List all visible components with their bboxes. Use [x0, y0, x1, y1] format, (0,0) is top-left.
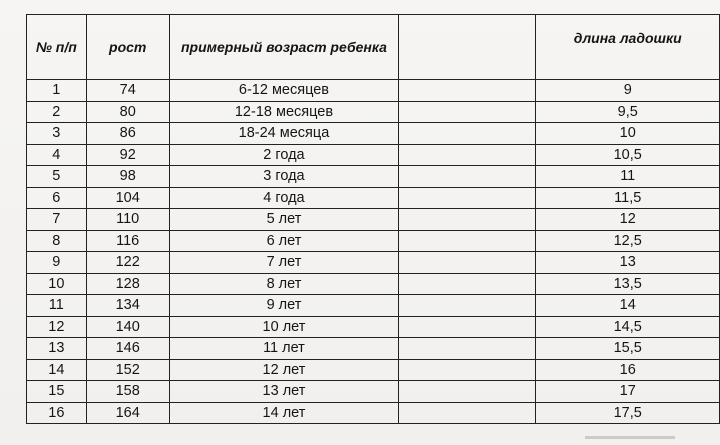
cell-palm-length: 16 — [536, 359, 720, 381]
cell-palm-length: 14,5 — [536, 316, 720, 338]
cell-palm-length: 12,5 — [536, 230, 720, 252]
cell-num: 14 — [27, 359, 87, 381]
cell-blank — [399, 316, 536, 338]
cell-height: 140 — [86, 316, 169, 338]
cell-num: 3 — [27, 123, 87, 145]
cell-num: 8 — [27, 230, 87, 252]
cell-blank — [399, 209, 536, 231]
header-palm-length: длина ладошки — [536, 15, 720, 80]
cell-num: 5 — [27, 166, 87, 188]
cell-palm-length: 12 — [536, 209, 720, 231]
cell-palm-length: 9 — [536, 80, 720, 102]
cell-num: 16 — [27, 402, 87, 424]
cell-height: 98 — [86, 166, 169, 188]
cell-num: 7 — [27, 209, 87, 231]
cell-blank — [399, 230, 536, 252]
cell-height: 116 — [86, 230, 169, 252]
header-blank — [399, 15, 536, 80]
cell-height: 122 — [86, 252, 169, 274]
table-row — [27, 209, 720, 231]
cell-num: 15 — [27, 381, 87, 403]
cell-height: 74 — [86, 80, 169, 102]
table-row — [27, 402, 720, 424]
table-row — [27, 123, 720, 145]
cell-blank — [399, 295, 536, 317]
cell-num: 2 — [27, 101, 87, 123]
cell-age: 4 года — [169, 187, 398, 209]
cell-num: 1 — [27, 80, 87, 102]
cell-num: 13 — [27, 338, 87, 360]
cell-blank — [399, 359, 536, 381]
header-height: рост — [86, 15, 169, 80]
cell-height: 92 — [86, 144, 169, 166]
cell-height: 134 — [86, 295, 169, 317]
cell-age: 9 лет — [169, 295, 398, 317]
cell-num: 10 — [27, 273, 87, 295]
cell-age: 12 лет — [169, 359, 398, 381]
cell-num: 6 — [27, 187, 87, 209]
cell-height: 86 — [86, 123, 169, 145]
cell-height: 110 — [86, 209, 169, 231]
cell-height: 164 — [86, 402, 169, 424]
cell-palm-length: 15,5 — [536, 338, 720, 360]
table-row — [27, 381, 720, 403]
cell-height: 146 — [86, 338, 169, 360]
cell-palm-length: 11,5 — [536, 187, 720, 209]
cell-age: 2 года — [169, 144, 398, 166]
cell-palm-length: 10 — [536, 123, 720, 145]
cell-palm-length: 11 — [536, 166, 720, 188]
cell-age: 14 лет — [169, 402, 398, 424]
cell-height: 104 — [86, 187, 169, 209]
cell-age: 6 лет — [169, 230, 398, 252]
cell-num: 9 — [27, 252, 87, 274]
table-row — [27, 101, 720, 123]
header-row — [27, 15, 720, 80]
table-row — [27, 295, 720, 317]
cell-height: 80 — [86, 101, 169, 123]
table-row — [27, 316, 720, 338]
cell-height: 152 — [86, 359, 169, 381]
size-table — [26, 14, 720, 424]
cell-blank — [399, 187, 536, 209]
cell-age: 10 лет — [169, 316, 398, 338]
cell-height: 128 — [86, 273, 169, 295]
cell-blank — [399, 402, 536, 424]
table-row — [27, 144, 720, 166]
cell-age: 8 лет — [169, 273, 398, 295]
cell-blank — [399, 101, 536, 123]
cell-num: 4 — [27, 144, 87, 166]
cell-blank — [399, 80, 536, 102]
cell-age: 6-12 месяцев — [169, 80, 398, 102]
table-row — [27, 166, 720, 188]
table-row — [27, 273, 720, 295]
table-row — [27, 187, 720, 209]
cell-palm-length: 14 — [536, 295, 720, 317]
cell-blank — [399, 381, 536, 403]
cell-blank — [399, 252, 536, 274]
cell-palm-length: 17,5 — [536, 402, 720, 424]
cell-num: 11 — [27, 295, 87, 317]
cell-age: 3 года — [169, 166, 398, 188]
cell-blank — [399, 338, 536, 360]
cell-age: 12-18 месяцев — [169, 101, 398, 123]
table-row — [27, 80, 720, 102]
cell-blank — [399, 144, 536, 166]
cell-age: 7 лет — [169, 252, 398, 274]
cell-blank — [399, 123, 536, 145]
cell-age: 11 лет — [169, 338, 398, 360]
cell-palm-length: 10,5 — [536, 144, 720, 166]
table-row — [27, 252, 720, 274]
table-row — [27, 359, 720, 381]
table-row — [27, 338, 720, 360]
cell-num: 12 — [27, 316, 87, 338]
scan-artifact — [585, 436, 675, 439]
cell-blank — [399, 273, 536, 295]
cell-palm-length: 13 — [536, 252, 720, 274]
cell-age: 18-24 месяца — [169, 123, 398, 145]
header-num: № п/п — [27, 15, 87, 80]
cell-height: 158 — [86, 381, 169, 403]
cell-age: 13 лет — [169, 381, 398, 403]
cell-palm-length: 17 — [536, 381, 720, 403]
cell-palm-length: 9,5 — [536, 101, 720, 123]
table-body — [27, 80, 720, 424]
header-age: примерный возраст ребенка — [169, 15, 398, 80]
cell-age: 5 лет — [169, 209, 398, 231]
table-row — [27, 230, 720, 252]
cell-palm-length: 13,5 — [536, 273, 720, 295]
cell-blank — [399, 166, 536, 188]
